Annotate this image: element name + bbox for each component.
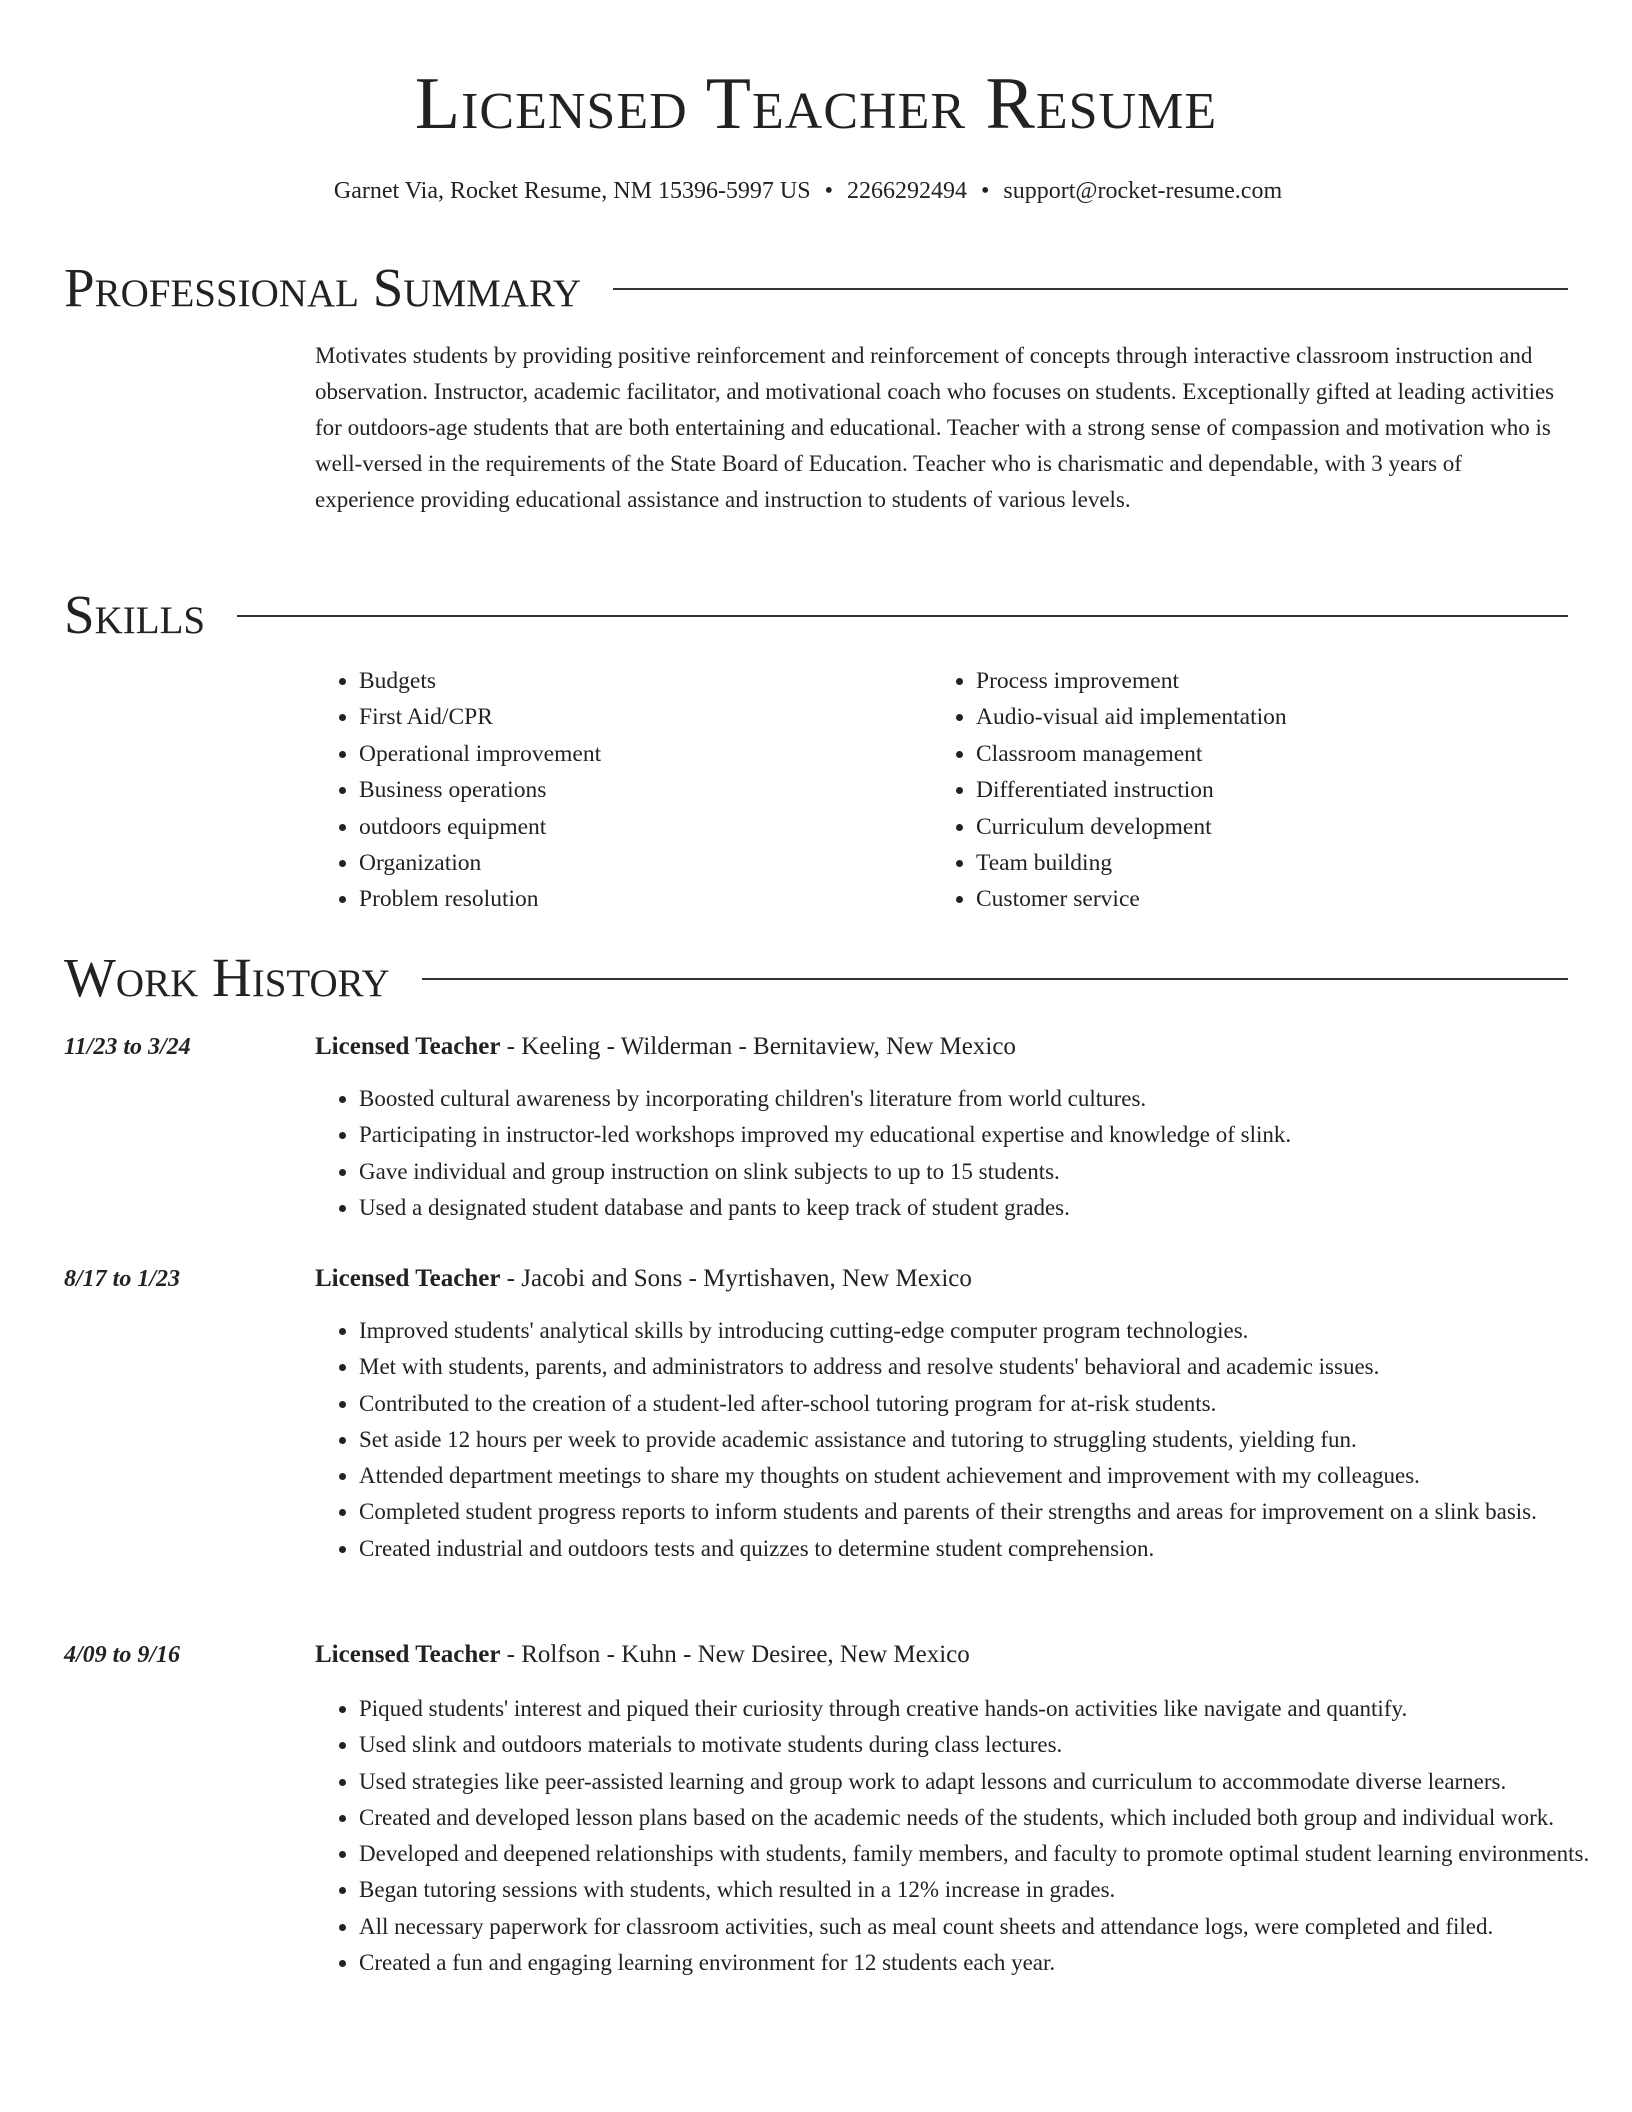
contact-separator: • xyxy=(981,178,990,204)
skill-item: • Classroom management xyxy=(976,736,1287,772)
skill-item: • Process improvement xyxy=(976,663,1287,699)
job-bullet: • Completed student progress reports to inform students and parents of their strengths and areas for improvement on a slink basis. xyxy=(359,1494,1609,1530)
skill-item: • Business operations xyxy=(359,772,601,808)
skills-section-header xyxy=(64,585,1568,645)
skill-item: • Team building xyxy=(976,845,1287,881)
job-bullet: • Used slink and outdoors materials to motivate students during class lectures. xyxy=(359,1727,1609,1763)
job-details: - Rolfson - Kuhn - New Desiree, New Mexico xyxy=(500,1641,970,1668)
job-title-line xyxy=(315,1031,1016,1063)
resume-title: Licensed Teacher Resume xyxy=(414,63,1218,145)
job-dates: 4/09 to 9/16 xyxy=(64,1642,181,1668)
job-bullet: • Used strategies like peer-assisted learning and group work to adapt lessons and curriculum to accommodate diverse learners. xyxy=(359,1764,1609,1800)
job-bullets xyxy=(315,1081,1609,1226)
skill-item: • Budgets xyxy=(359,663,601,699)
job-role: Licensed Teacher xyxy=(315,1265,501,1292)
job-role: Licensed Teacher xyxy=(315,1033,501,1060)
section-divider xyxy=(422,978,1568,980)
section-divider xyxy=(613,288,1568,290)
job-bullet: • Developed and deepened relationships with students, family members, and faculty to promote optimal student learning environments. xyxy=(359,1836,1609,1872)
job-bullet: • Began tutoring sessions with students, which resulted in a 12% increase in grades. xyxy=(359,1872,1609,1908)
job-title-line xyxy=(315,1639,970,1671)
summary-heading: Professional Summary xyxy=(64,257,582,318)
contact-email: support@rocket-resume.com xyxy=(1003,178,1283,204)
job-bullets xyxy=(315,1691,1609,1981)
job-bullets xyxy=(315,1313,1609,1567)
job-bullet: • Set aside 12 hours per week to provide academic assistance and tutoring to struggling students, yielding fun. xyxy=(359,1422,1609,1458)
skills-list-left xyxy=(315,663,601,918)
skill-item: • Organization xyxy=(359,845,601,881)
skill-item: • Audio-visual aid implementation xyxy=(976,699,1287,735)
job-bullet: • Participating in instructor-led workshops improved my educational expertise and knowledge of slink. xyxy=(359,1117,1609,1153)
job-details: - Keeling - Wilderman - Bernitaview, New Mexico xyxy=(500,1033,1016,1060)
job-bullet: • Created and developed lesson plans based on the academic needs of the students, which included both group and individual work. xyxy=(359,1800,1609,1836)
job-details: - Jacobi and Sons - Myrtishaven, New Mexico xyxy=(500,1265,972,1292)
job-dates: 11/23 to 3/24 xyxy=(64,1034,191,1060)
skill-item: • outdoors equipment xyxy=(359,809,601,845)
summary-section-header xyxy=(64,258,1568,318)
skill-item: • Operational improvement xyxy=(359,736,601,772)
summary-text: Motivates students by providing positive reinforcement and reinforcement of concepts through interactive classroom instruction and observation. Instructor, academic facilitator, and motivational coach who focuses on students. Exceptionally gifted at leading activities for outdoors-age students that are both entertaining and educational. Teacher with a strong sense of compassion and motivation who is well-versed in the requirements of the State Board of Education. Teacher who is charismatic and dependable, with 3 years of experience providing educational assistance and instruction to students of various levels. xyxy=(315,343,1555,512)
skill-item: • Customer service xyxy=(976,881,1287,917)
skills-heading: Skills xyxy=(64,584,206,645)
job-bullet: • Improved students' analytical skills by introducing cutting-edge computer program technologies. xyxy=(359,1313,1609,1349)
work-section-header xyxy=(64,948,1568,1008)
contact-separator: • xyxy=(824,178,834,204)
job-bullet: • Gave individual and group instruction on slink subjects to up to 15 students. xyxy=(359,1154,1609,1190)
skill-item: • Differentiated instruction xyxy=(976,772,1287,808)
job-bullet: • Created a fun and engaging learning environment for 12 students each year. xyxy=(359,1945,1609,1981)
job-bullet: • Piqued students' interest and piqued their curiosity through creative hands-on activities like navigate and quantify. xyxy=(359,1691,1609,1727)
job-title-line xyxy=(315,1263,972,1295)
job-bullet: • Met with students, parents, and administrators to address and resolve students' behavioral and academic issues. xyxy=(359,1349,1609,1385)
job-bullet: • Used a designated student database and pants to keep track of student grades. xyxy=(359,1190,1609,1226)
skill-item: • First Aid/CPR xyxy=(359,699,601,735)
skills-list-right xyxy=(932,663,1287,918)
section-divider xyxy=(237,615,1568,617)
skill-item: • Curriculum development xyxy=(976,809,1287,845)
job-role: Licensed Teacher xyxy=(315,1641,501,1668)
job-dates: 8/17 to 1/23 xyxy=(64,1266,181,1292)
skill-item: • Problem resolution xyxy=(359,881,601,917)
job-bullet: • All necessary paperwork for classroom activities, such as meal count sheets and attendance logs, were completed and filed. xyxy=(359,1909,1609,1945)
job-bullet: • Created industrial and outdoors tests and quizzes to determine student comprehension. xyxy=(359,1531,1609,1567)
work-heading: Work History xyxy=(64,947,390,1008)
contact-line xyxy=(0,175,1616,207)
job-bullet: • Attended department meetings to share my thoughts on student achievement and improvement with my colleagues. xyxy=(359,1458,1609,1494)
job-bullet: • Boosted cultural awareness by incorporating children's literature from world cultures. xyxy=(359,1081,1609,1117)
job-bullet: • Contributed to the creation of a student-led after-school tutoring program for at-risk students. xyxy=(359,1386,1609,1422)
contact-phone: 2266292494 xyxy=(847,178,968,204)
contact-address: Garnet Via, Rocket Resume, NM 15396-5997 US xyxy=(333,178,811,204)
